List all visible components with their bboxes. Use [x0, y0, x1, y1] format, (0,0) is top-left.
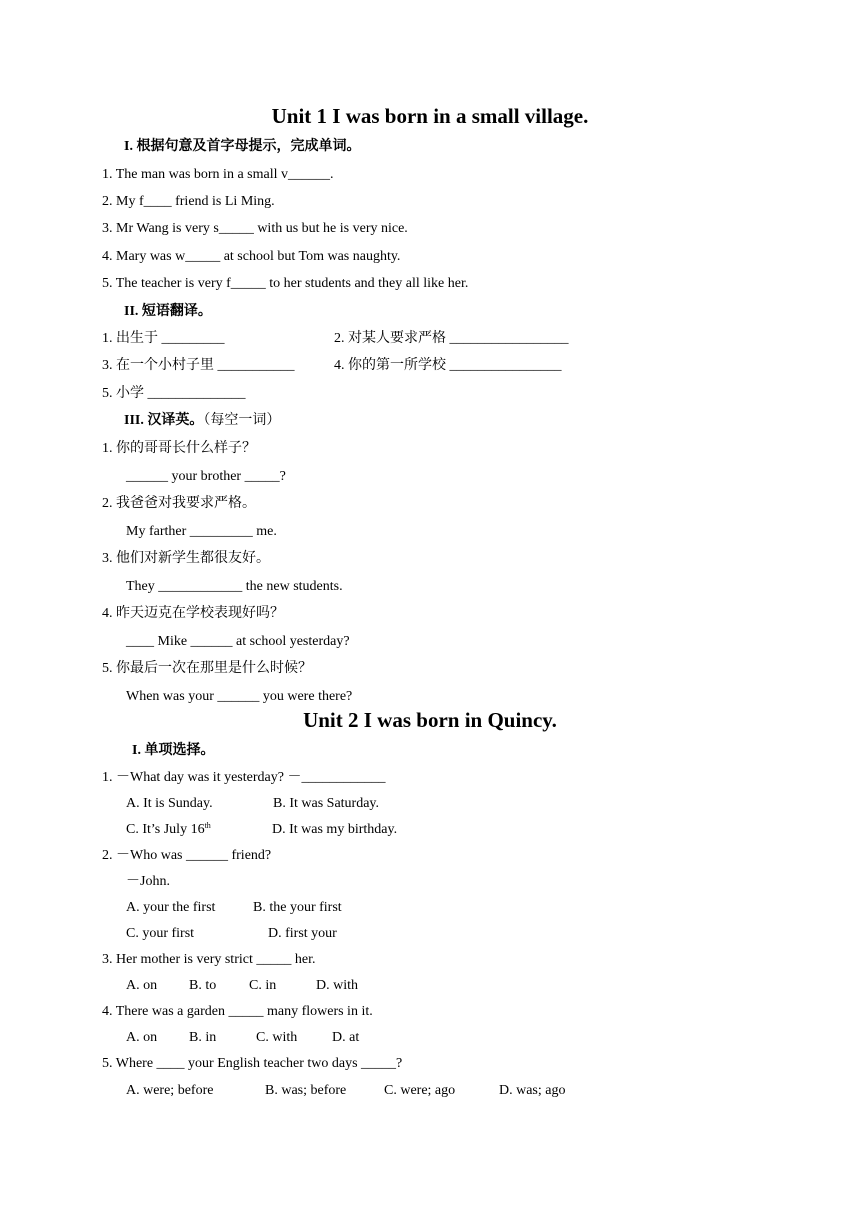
unit2-q5-option-b: B. was; before	[265, 1083, 347, 1098]
unit1-s2-item-3: 3. 在一个小村子里 ___________	[102, 358, 295, 373]
unit2-q5-option-d: D. was; ago	[499, 1083, 566, 1098]
unit2-q1-option-c	[126, 821, 211, 839]
unit2-q5-option-a: A. were; before	[126, 1083, 214, 1098]
unit1-section1-heading: I. 根据句意及首字母提示，完成单词。	[124, 139, 361, 154]
unit2-q5-stem: 5. Where ____ your English teacher two days _____?	[102, 1056, 403, 1071]
unit1-s3-q3-chinese: 3. 他们对新学生都很友好。	[102, 551, 270, 566]
unit1-section3-note: （每空一词）	[203, 413, 281, 428]
unit2-q1-stem: 1. －What day was it yesterday? －____________	[102, 770, 386, 785]
unit2-q1-option-c-superscript: th	[204, 821, 211, 830]
unit2-q1-option-d: D. It was my birthday.	[272, 822, 398, 837]
unit2-q4-option-c: C. with	[256, 1030, 298, 1045]
unit1-title: Unit 1 I was born in a small village.	[271, 104, 589, 128]
unit2-q2-stem: 2. －Who was ______ friend?	[102, 848, 272, 863]
unit2-q3-option-c: C. in	[249, 978, 277, 993]
unit2-q4-stem: 4. There was a garden _____ many flowers in it.	[102, 1004, 373, 1019]
unit1-s1-item-1: 1. The man was born in a small v______.	[102, 167, 334, 182]
unit2-q3-option-b: B. to	[189, 978, 217, 993]
unit2-q3-option-d: D. with	[316, 978, 358, 993]
unit2-q2-option-b: B. the your first	[253, 900, 342, 915]
unit2-q1-option-c-text: C. It’s July 16	[126, 822, 205, 837]
unit2-q4-option-a: A. on	[126, 1030, 158, 1045]
unit2-q2-answer-line: －John.	[126, 874, 170, 889]
unit2-q4-option-b: B. in	[189, 1030, 217, 1045]
unit2-q2-option-d: D. first your	[268, 926, 337, 941]
unit2-q2-option-c: C. your first	[126, 926, 195, 941]
unit1-s3-q4-chinese: 4. 昨天迈克在学校表现好吗？	[102, 606, 284, 621]
unit2-q1-option-a: A. It is Sunday.	[126, 796, 213, 811]
unit2-q4-option-d: D. at	[332, 1030, 360, 1045]
unit1-s2-item-4: 4. 你的第一所学校 ________________	[334, 358, 562, 373]
unit1-s1-item-3: 3. Mr Wang is very s_____ with us but he is very nice.	[102, 221, 408, 236]
unit2-q3-option-a: A. on	[126, 978, 158, 993]
unit1-s3-q5-chinese: 5. 你最后一次在那里是什么时候？	[102, 661, 312, 676]
unit1-section3-heading	[124, 412, 280, 430]
unit1-s1-item-5: 5. The teacher is very f_____ to her students and they all like her.	[102, 276, 469, 291]
unit1-s2-item-2: 2. 对某人要求严格 _________________	[334, 331, 569, 346]
unit2-q5-option-c: C. were; ago	[384, 1083, 456, 1098]
unit1-s3-q1-chinese: 1. 你的哥哥长什么样子？	[102, 441, 256, 456]
unit1-section3-title: III. 汉译英。	[124, 413, 204, 428]
unit1-s3-q5-english: When was your ______ you were there?	[126, 689, 353, 704]
unit2-q3-stem: 3. Her mother is very strict _____ her.	[102, 952, 316, 967]
unit2-section1-heading: I. 单项选择。	[132, 743, 215, 758]
unit1-s3-q3-english: They ____________ the new students.	[126, 579, 343, 594]
unit1-s3-q2-english: My farther _________ me.	[126, 524, 277, 539]
unit1-section2-heading: II. 短语翻译。	[124, 304, 212, 319]
unit2-q1-option-b: B. It was Saturday.	[273, 796, 380, 811]
unit2-q2-option-a: A. your the first	[126, 900, 216, 915]
unit1-s3-q4-english: ____ Mike ______ at school yesterday?	[126, 634, 350, 649]
unit1-s2-item-1: 1. 出生于 _________	[102, 331, 225, 346]
unit1-s3-q1-english: ______ your brother _____?	[126, 469, 286, 484]
unit1-s1-item-4: 4. Mary was w_____ at school but Tom was naughty.	[102, 249, 401, 264]
unit1-s2-item-5: 5. 小学 ______________	[102, 386, 246, 401]
unit2-title: Unit 2 I was born in Quincy.	[303, 708, 557, 732]
unit1-s1-item-2: 2. My f____ friend is Li Ming.	[102, 194, 275, 209]
unit1-s3-q2-chinese: 2. 我爸爸对我要求严格。	[102, 496, 256, 511]
